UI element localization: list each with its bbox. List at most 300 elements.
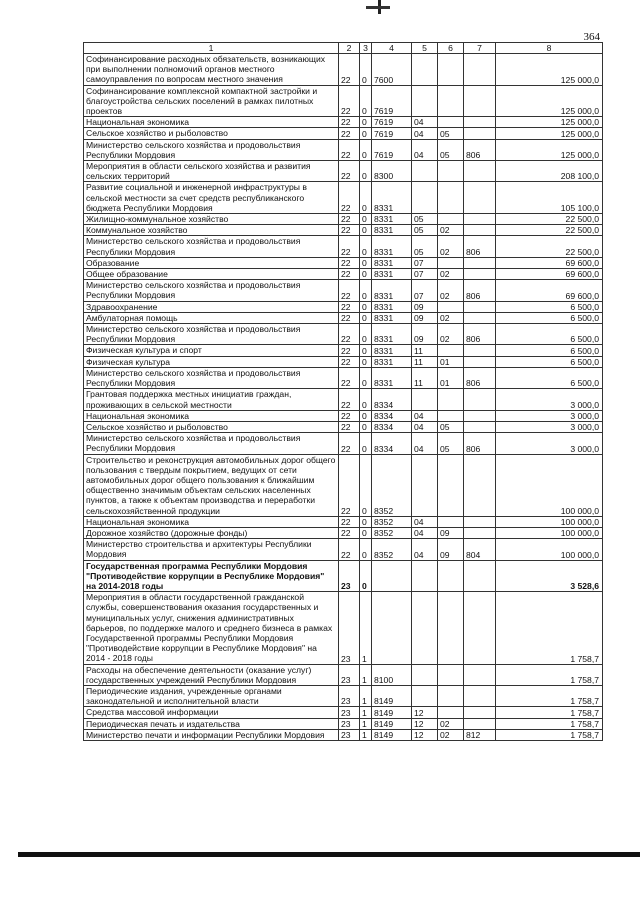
- table-row: [84, 182, 603, 214]
- cell-amount: 3 000,0: [496, 389, 603, 410]
- table-row: [84, 85, 603, 117]
- cell-code-4: 7600: [372, 54, 412, 86]
- cell-code-6: [438, 685, 464, 706]
- cell-code-4: 8100: [372, 664, 412, 685]
- table-row: [84, 345, 603, 356]
- cell-amount: 1 758,7: [496, 707, 603, 718]
- cell-code-5: 04: [412, 527, 438, 538]
- cell-name: Физическая культура: [84, 356, 339, 367]
- cell-name: Сельское хозяйство и рыболовство: [84, 421, 339, 432]
- cell-code-6: 02: [438, 718, 464, 729]
- cell-code-5: 11: [412, 367, 438, 388]
- table-row: [84, 257, 603, 268]
- cell-code-6: 02: [438, 236, 464, 257]
- cell-code-5: 04: [412, 539, 438, 560]
- table-row: [84, 117, 603, 128]
- cell-amount: 6 500,0: [496, 301, 603, 312]
- cell-code-6: [438, 182, 464, 214]
- cell-code-3: 0: [360, 389, 372, 410]
- cell-name: Физическая культура и спорт: [84, 345, 339, 356]
- cell-amount: 125 000,0: [496, 139, 603, 160]
- cell-code-7: [464, 718, 496, 729]
- cell-code-3: 0: [360, 85, 372, 117]
- cell-code-4: 8331: [372, 356, 412, 367]
- cell-code-6: [438, 454, 464, 516]
- cell-name: Министерство сельского хозяйства и продовольствия Республики Мордовия: [84, 236, 339, 257]
- table-row: [84, 433, 603, 454]
- cell-code-7: 806: [464, 324, 496, 345]
- cell-code-7: [464, 269, 496, 280]
- cell-code-2: 22: [339, 301, 360, 312]
- cell-name: Периодические издания, учрежденные органами законодательной и исполнительной власти: [84, 685, 339, 706]
- cell-code-3: 1: [360, 729, 372, 740]
- cell-code-2: 22: [339, 182, 360, 214]
- cell-code-4: 8331: [372, 182, 412, 214]
- cell-code-6: [438, 664, 464, 685]
- cell-code-2: 23: [339, 729, 360, 740]
- cell-name: Грантовая поддержка местных инициатив граждан, проживающих в сельской местности: [84, 389, 339, 410]
- cell-amount: 100 000,0: [496, 454, 603, 516]
- cell-code-2: 22: [339, 236, 360, 257]
- cell-code-7: 806: [464, 139, 496, 160]
- table-row: [84, 560, 603, 592]
- cell-code-5: 07: [412, 257, 438, 268]
- cell-code-7: [464, 117, 496, 128]
- cell-amount: 125 000,0: [496, 117, 603, 128]
- cell-code-2: 22: [339, 324, 360, 345]
- cell-code-2: 22: [339, 345, 360, 356]
- cell-name: Дорожное хозяйство (дорожные фонды): [84, 527, 339, 538]
- cell-name: Сельское хозяйство и рыболовство: [84, 128, 339, 139]
- cell-code-3: 0: [360, 117, 372, 128]
- table-row: [84, 161, 603, 182]
- cell-code-4: 8149: [372, 707, 412, 718]
- cell-code-5: 04: [412, 421, 438, 432]
- cell-name: Министерство сельского хозяйства и продовольствия Республики Мордовия: [84, 280, 339, 301]
- cell-name: Коммунальное хозяйство: [84, 225, 339, 236]
- cell-code-3: 0: [360, 527, 372, 538]
- cell-code-2: 22: [339, 356, 360, 367]
- cell-name: Министерство сельского хозяйства и продовольствия Республики Мордовия: [84, 367, 339, 388]
- cell-code-4: 8331: [372, 269, 412, 280]
- cell-code-2: 22: [339, 280, 360, 301]
- page-number: 364: [583, 31, 600, 43]
- cell-code-5: 09: [412, 301, 438, 312]
- cell-code-4: 8331: [372, 225, 412, 236]
- cell-code-7: [464, 707, 496, 718]
- cell-code-5: 05: [412, 225, 438, 236]
- cell-name: Амбулаторная помощь: [84, 312, 339, 323]
- table-row: [84, 280, 603, 301]
- cell-code-5: 07: [412, 269, 438, 280]
- cell-code-3: 0: [360, 516, 372, 527]
- cell-code-6: 09: [438, 527, 464, 538]
- cell-code-7: [464, 516, 496, 527]
- cell-amount: 22 500,0: [496, 214, 603, 225]
- cell-code-4: 8331: [372, 280, 412, 301]
- cell-amount: 208 100,0: [496, 161, 603, 182]
- cell-name: Развитие социальной и инженерной инфраструктуры в сельской местности за счет средств республиканского бюджета Республики Мордовия: [84, 182, 339, 214]
- header-cell: 7: [464, 43, 496, 54]
- cell-code-2: 22: [339, 128, 360, 139]
- cell-code-5: 12: [412, 718, 438, 729]
- header-cell: 1: [84, 43, 339, 54]
- cell-code-4: 8331: [372, 367, 412, 388]
- table-row: [84, 685, 603, 706]
- header-cell: 8: [496, 43, 603, 54]
- cell-code-6: [438, 214, 464, 225]
- cell-code-5: [412, 454, 438, 516]
- cell-code-7: [464, 54, 496, 86]
- cell-code-5: 04: [412, 410, 438, 421]
- cell-code-7: [464, 356, 496, 367]
- cell-code-5: 04: [412, 128, 438, 139]
- cell-code-5: 04: [412, 516, 438, 527]
- cell-code-3: 0: [360, 161, 372, 182]
- cell-code-2: 22: [339, 421, 360, 432]
- cell-name: Строительство и реконструкция автомобильных дорог общего пользования с твердым покрытием, ведущих от сети автомобильных дорог общего пользования к ближайшим общественно значимым объектам сельских населенных пунктов, а также к объектам производства и переработки сельскохозяйственной продукции: [84, 454, 339, 516]
- cell-code-5: [412, 182, 438, 214]
- scan-bottom-edge: [18, 852, 640, 857]
- table-row: [84, 389, 603, 410]
- cell-code-7: [464, 312, 496, 323]
- cell-code-4: 8334: [372, 389, 412, 410]
- cell-code-7: [464, 225, 496, 236]
- cell-code-7: [464, 560, 496, 592]
- cell-code-3: 0: [360, 128, 372, 139]
- cell-code-7: 806: [464, 236, 496, 257]
- cell-code-3: 1: [360, 664, 372, 685]
- cell-code-6: 01: [438, 356, 464, 367]
- cell-code-7: [464, 389, 496, 410]
- cell-code-5: [412, 560, 438, 592]
- cell-code-4: 8149: [372, 718, 412, 729]
- cell-code-3: 0: [360, 214, 372, 225]
- cell-code-5: 11: [412, 356, 438, 367]
- cell-amount: 100 000,0: [496, 527, 603, 538]
- cell-code-3: 0: [360, 54, 372, 86]
- cell-code-6: 02: [438, 729, 464, 740]
- cell-amount: 3 000,0: [496, 410, 603, 421]
- cell-code-6: 01: [438, 367, 464, 388]
- table-row: [84, 516, 603, 527]
- cell-amount: 6 500,0: [496, 367, 603, 388]
- cell-code-3: 0: [360, 345, 372, 356]
- cell-code-7: 804: [464, 539, 496, 560]
- cell-code-6: [438, 345, 464, 356]
- cell-code-4: 8331: [372, 312, 412, 323]
- cell-name: Национальная экономика: [84, 117, 339, 128]
- cell-code-5: [412, 685, 438, 706]
- cell-code-2: 22: [339, 389, 360, 410]
- cell-name: Министерство печати и информации Республики Мордовия: [84, 729, 339, 740]
- cell-code-5: 05: [412, 236, 438, 257]
- cell-code-2: 22: [339, 257, 360, 268]
- cell-amount: 1 758,7: [496, 664, 603, 685]
- cell-amount: 100 000,0: [496, 516, 603, 527]
- cell-code-5: 12: [412, 729, 438, 740]
- cell-code-3: 0: [360, 560, 372, 592]
- cell-code-7: [464, 182, 496, 214]
- cell-code-7: [464, 345, 496, 356]
- cell-code-7: [464, 685, 496, 706]
- cell-code-2: 23: [339, 560, 360, 592]
- cell-name: Национальная экономика: [84, 410, 339, 421]
- cell-code-7: 806: [464, 367, 496, 388]
- header-cell: 6: [438, 43, 464, 54]
- cell-code-2: 23: [339, 685, 360, 706]
- cell-code-4: 8352: [372, 454, 412, 516]
- cell-amount: 100 000,0: [496, 539, 603, 560]
- table-row: [84, 139, 603, 160]
- cell-name: Периодическая печать и издательства: [84, 718, 339, 729]
- cell-name: Общее образование: [84, 269, 339, 280]
- cell-code-3: 0: [360, 225, 372, 236]
- table-row: [84, 301, 603, 312]
- cell-code-3: 0: [360, 236, 372, 257]
- cell-code-4: 8300: [372, 161, 412, 182]
- cell-code-2: 22: [339, 527, 360, 538]
- table-row: [84, 236, 603, 257]
- cell-code-4: 8352: [372, 516, 412, 527]
- cell-name: Жилищно-коммунальное хозяйство: [84, 214, 339, 225]
- cell-code-6: 02: [438, 280, 464, 301]
- cell-code-4: [372, 592, 412, 664]
- cell-code-2: 22: [339, 269, 360, 280]
- cell-code-3: 0: [360, 454, 372, 516]
- cell-code-3: 0: [360, 324, 372, 345]
- cell-code-6: 09: [438, 539, 464, 560]
- table-row: [84, 128, 603, 139]
- cell-code-7: [464, 592, 496, 664]
- table-row: [84, 367, 603, 388]
- cell-code-6: 02: [438, 225, 464, 236]
- cell-code-4: 8331: [372, 236, 412, 257]
- cell-amount: 3 000,0: [496, 433, 603, 454]
- cell-code-5: 04: [412, 139, 438, 160]
- table-row: [84, 718, 603, 729]
- cell-name: Средства массовой информации: [84, 707, 339, 718]
- cell-code-5: 09: [412, 324, 438, 345]
- cell-code-3: 1: [360, 685, 372, 706]
- cell-amount: 22 500,0: [496, 236, 603, 257]
- cell-code-7: [464, 421, 496, 432]
- cell-code-6: [438, 592, 464, 664]
- cell-amount: 22 500,0: [496, 225, 603, 236]
- cell-code-3: 0: [360, 269, 372, 280]
- cell-code-6: [438, 707, 464, 718]
- cell-code-2: 22: [339, 85, 360, 117]
- cell-code-3: 0: [360, 312, 372, 323]
- cell-code-5: 05: [412, 214, 438, 225]
- cell-amount: 69 600,0: [496, 280, 603, 301]
- table-row: [84, 729, 603, 740]
- cell-code-7: [464, 301, 496, 312]
- cell-code-2: 22: [339, 410, 360, 421]
- header-cell: 3: [360, 43, 372, 54]
- cell-code-2: 22: [339, 214, 360, 225]
- cell-code-2: 22: [339, 312, 360, 323]
- cell-code-6: [438, 85, 464, 117]
- cell-name: Министерство строительства и архитектуры Республики Мордовия: [84, 539, 339, 560]
- cell-code-3: 0: [360, 182, 372, 214]
- cell-name: Софинансирование комплексной компактной застройки и благоустройства сельских поселений в рамках пилотных проектов: [84, 85, 339, 117]
- cell-code-2: 22: [339, 139, 360, 160]
- cell-code-4: 8331: [372, 214, 412, 225]
- cell-code-4: 7619: [372, 139, 412, 160]
- cell-code-3: 1: [360, 707, 372, 718]
- cell-code-3: 0: [360, 421, 372, 432]
- cell-code-7: 806: [464, 433, 496, 454]
- table-row: [84, 421, 603, 432]
- table-row: [84, 539, 603, 560]
- cell-name: Министерство сельского хозяйства и продовольствия Республики Мордовия: [84, 433, 339, 454]
- cell-amount: 1 758,7: [496, 729, 603, 740]
- cell-code-7: [464, 128, 496, 139]
- table-row: [84, 664, 603, 685]
- cell-code-3: 0: [360, 280, 372, 301]
- table-row: [84, 269, 603, 280]
- cell-amount: 125 000,0: [496, 85, 603, 117]
- cell-code-5: 09: [412, 312, 438, 323]
- cell-amount: 1 758,7: [496, 592, 603, 664]
- cell-code-7: [464, 410, 496, 421]
- header-cell: 5: [412, 43, 438, 54]
- cell-code-4: 8331: [372, 345, 412, 356]
- cell-name: Мероприятия в области государственной гражданской службы, совершенствования оказания государственных и муниципальных услуг, снижения административных барьеров, по поддержке малого и среднего бизнеса в рамках Государственной программы Республики Мордовия "Противодействие коррупции в Республике Мордовия" на 2014 - 2018 годы: [84, 592, 339, 664]
- cell-code-2: 23: [339, 592, 360, 664]
- cell-code-5: [412, 664, 438, 685]
- cell-name: Национальная экономика: [84, 516, 339, 527]
- cell-code-7: [464, 85, 496, 117]
- cell-code-6: [438, 389, 464, 410]
- header-cell: 4: [372, 43, 412, 54]
- cell-code-6: [438, 301, 464, 312]
- cell-code-5: 07: [412, 280, 438, 301]
- cell-name: Расходы на обеспечение деятельности (оказание услуг) государственных учреждений Республики Мордовия: [84, 664, 339, 685]
- table-row: [84, 312, 603, 323]
- cell-code-6: 05: [438, 139, 464, 160]
- cell-code-3: 1: [360, 592, 372, 664]
- cell-amount: 125 000,0: [496, 54, 603, 86]
- table-row: [84, 592, 603, 664]
- cell-amount: 6 500,0: [496, 356, 603, 367]
- cell-name: Софинансирование расходных обязательств, возникающих при выполнении полномочий органов местного самоуправления по вопросам местного значения: [84, 54, 339, 86]
- cell-code-6: 05: [438, 421, 464, 432]
- table-row: [84, 324, 603, 345]
- cell-code-4: 8331: [372, 324, 412, 345]
- cell-code-2: 23: [339, 718, 360, 729]
- cell-name: Мероприятия в области сельского хозяйства и развития сельских территорий: [84, 161, 339, 182]
- cell-code-5: [412, 389, 438, 410]
- cell-code-6: [438, 516, 464, 527]
- cell-amount: 6 500,0: [496, 312, 603, 323]
- table-row: [84, 54, 603, 86]
- table-row: [84, 410, 603, 421]
- cell-code-3: 0: [360, 433, 372, 454]
- cell-amount: 105 100,0: [496, 182, 603, 214]
- cell-code-6: [438, 410, 464, 421]
- cell-name: Здравоохранение: [84, 301, 339, 312]
- cell-code-3: 1: [360, 718, 372, 729]
- cell-code-4: 7619: [372, 85, 412, 117]
- cell-code-2: 22: [339, 539, 360, 560]
- table-header-row: [84, 43, 603, 54]
- cell-name: Министерство сельского хозяйства и продовольствия Республики Мордовия: [84, 139, 339, 160]
- cell-amount: 1 758,7: [496, 718, 603, 729]
- cell-code-2: 22: [339, 54, 360, 86]
- cell-code-3: 0: [360, 301, 372, 312]
- cell-amount: 69 600,0: [496, 269, 603, 280]
- cell-code-3: 0: [360, 539, 372, 560]
- cell-code-6: 02: [438, 324, 464, 345]
- cell-code-3: 0: [360, 257, 372, 268]
- cell-code-4: 8334: [372, 421, 412, 432]
- cell-code-4: 8352: [372, 527, 412, 538]
- cell-amount: 6 500,0: [496, 345, 603, 356]
- cell-code-7: [464, 527, 496, 538]
- cell-code-4: 8149: [372, 729, 412, 740]
- cell-code-2: 22: [339, 117, 360, 128]
- cell-code-6: [438, 117, 464, 128]
- cell-amount: 69 600,0: [496, 257, 603, 268]
- cell-code-3: 0: [360, 356, 372, 367]
- cell-code-6: 05: [438, 433, 464, 454]
- cell-code-3: 0: [360, 139, 372, 160]
- cell-code-7: [464, 214, 496, 225]
- cell-code-2: 22: [339, 225, 360, 236]
- scan-top-smudge: [366, 6, 390, 9]
- cell-code-2: 23: [339, 707, 360, 718]
- cell-code-6: 02: [438, 269, 464, 280]
- cell-code-5: [412, 592, 438, 664]
- cell-code-7: 812: [464, 729, 496, 740]
- budget-table: [83, 42, 603, 741]
- cell-code-3: 0: [360, 367, 372, 388]
- cell-code-7: [464, 664, 496, 685]
- cell-code-2: 22: [339, 433, 360, 454]
- cell-amount: 3 528,6: [496, 560, 603, 592]
- cell-amount: 6 500,0: [496, 324, 603, 345]
- cell-code-7: [464, 257, 496, 268]
- cell-code-7: [464, 161, 496, 182]
- cell-code-4: 8352: [372, 539, 412, 560]
- cell-amount: 125 000,0: [496, 128, 603, 139]
- table-row: [84, 527, 603, 538]
- cell-code-2: 22: [339, 161, 360, 182]
- cell-amount: 1 758,7: [496, 685, 603, 706]
- cell-code-7: 806: [464, 280, 496, 301]
- cell-code-4: 8334: [372, 433, 412, 454]
- budget-table-body: [84, 43, 603, 741]
- cell-code-3: 0: [360, 410, 372, 421]
- table-row: [84, 707, 603, 718]
- cell-amount: 3 000,0: [496, 421, 603, 432]
- cell-code-4: 8149: [372, 685, 412, 706]
- cell-code-5: [412, 85, 438, 117]
- cell-code-5: [412, 161, 438, 182]
- cell-code-7: [464, 454, 496, 516]
- cell-name: Государственная программа Республики Мордовия "Противодействие коррупции в Республике Мордовия" на 2014-2018 годы: [84, 560, 339, 592]
- cell-code-5: 12: [412, 707, 438, 718]
- cell-code-6: [438, 257, 464, 268]
- cell-name: Министерство сельского хозяйства и продовольствия Республики Мордовия: [84, 324, 339, 345]
- table-row: [84, 454, 603, 516]
- cell-code-6: [438, 54, 464, 86]
- cell-code-4: 8331: [372, 301, 412, 312]
- cell-code-6: 05: [438, 128, 464, 139]
- cell-code-5: 04: [412, 117, 438, 128]
